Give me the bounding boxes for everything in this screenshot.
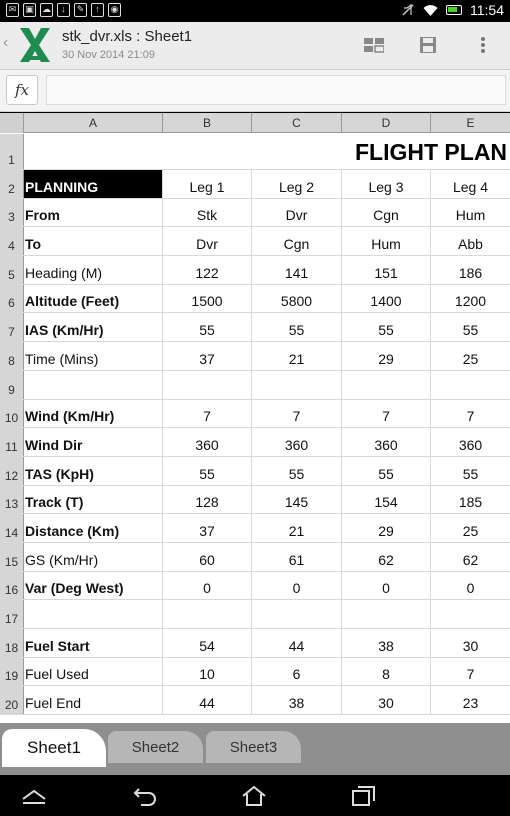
cell-e20[interactable]: 23: [462, 695, 479, 712]
row-header[interactable]: 9: [0, 371, 24, 399]
cell-c8[interactable]: 21: [252, 342, 342, 370]
sheet-title-cell[interactable]: FLIGHT PLAN: [355, 139, 508, 165]
table-row: [0, 600, 510, 629]
cell-b12[interactable]: 55: [163, 457, 252, 485]
cell-c2[interactable]: Leg 2: [252, 170, 342, 198]
save-icon: [419, 36, 437, 54]
cell-a4[interactable]: To: [24, 227, 163, 255]
cell-e9[interactable]: [431, 371, 510, 399]
row-header[interactable]: 8: [0, 342, 24, 370]
table-row: [0, 486, 510, 515]
cell-d10[interactable]: 7: [342, 400, 431, 428]
cell-c17[interactable]: [252, 600, 342, 628]
cell-c9[interactable]: [252, 371, 342, 399]
row-header[interactable]: 1: [0, 134, 24, 169]
table-row: [0, 686, 510, 715]
cell-c11[interactable]: 360: [252, 428, 342, 456]
save-button[interactable]: [415, 32, 441, 58]
cell-d8[interactable]: 29: [342, 342, 431, 370]
cell-a12[interactable]: TAS (KpH): [24, 457, 163, 485]
fx-icon: fx: [14, 81, 29, 99]
tab-sheet2[interactable]: Sheet2: [108, 731, 203, 763]
cell-d12[interactable]: 55: [342, 457, 431, 485]
cell-d3[interactable]: Cgn: [342, 199, 431, 227]
edit-icon: ✎: [74, 3, 87, 17]
cell-b8[interactable]: 37: [163, 342, 252, 370]
excel-logo-icon[interactable]: [18, 26, 52, 64]
view-mode-button[interactable]: [361, 32, 387, 58]
cell-d7[interactable]: 55: [342, 313, 431, 341]
cell-b6[interactable]: 1500: [163, 285, 252, 313]
table-row: [0, 514, 510, 543]
overflow-menu-button[interactable]: [470, 32, 496, 58]
row-header[interactable]: 10: [0, 400, 24, 428]
cell-c18[interactable]: 44: [252, 629, 342, 657]
column-header-c[interactable]: C: [252, 113, 342, 133]
cell-d13[interactable]: 154: [342, 486, 431, 514]
table-row: [0, 199, 510, 228]
table-row: [0, 572, 510, 601]
email-icon: ✉: [6, 3, 19, 17]
cell-d20[interactable]: 30: [342, 686, 431, 714]
cell-b20[interactable]: 44: [163, 686, 252, 714]
cell-c3[interactable]: Dvr: [252, 199, 342, 227]
cell-c6[interactable]: 5800: [252, 285, 342, 313]
cell-e10[interactable]: 7: [466, 408, 475, 425]
cell-c14[interactable]: 21: [252, 514, 342, 542]
row-header[interactable]: 5: [0, 256, 24, 284]
table-row: [0, 342, 510, 371]
notification-icons: [6, 3, 121, 17]
battery-icon: [446, 5, 462, 15]
row-header[interactable]: 2: [0, 170, 24, 198]
table-row: [0, 371, 510, 400]
back-icon: [133, 786, 159, 806]
cell-a8[interactable]: Time (Mins): [24, 342, 163, 370]
cell-b14[interactable]: 37: [163, 514, 252, 542]
table-row: [0, 629, 510, 658]
cell-e13[interactable]: 185: [458, 494, 483, 511]
cell-a20[interactable]: Fuel End: [24, 686, 163, 714]
cell-d9[interactable]: [342, 371, 431, 399]
cell-e4[interactable]: Abb: [458, 236, 483, 253]
cell-c10[interactable]: 7: [252, 400, 342, 428]
cell-b13[interactable]: 128: [163, 486, 252, 514]
select-all-corner[interactable]: [0, 113, 24, 133]
nav-recents-button[interactable]: [344, 781, 384, 811]
cell-d11[interactable]: 360: [342, 428, 431, 456]
cell-b15[interactable]: 60: [163, 543, 252, 571]
cell-a16[interactable]: Var (Deg West): [24, 572, 163, 600]
cell-e17[interactable]: [431, 600, 510, 628]
nav-back-button[interactable]: [126, 781, 166, 811]
cell-a14[interactable]: Distance (Km): [24, 514, 163, 542]
column-headers: [0, 113, 510, 133]
cell-c15[interactable]: 61: [252, 543, 342, 571]
column-header-e[interactable]: E: [466, 116, 475, 130]
cell-e15[interactable]: 62: [462, 551, 479, 568]
row-header[interactable]: 17: [0, 600, 24, 628]
tab-sheet3[interactable]: Sheet3: [206, 731, 301, 763]
cell-e12[interactable]: 55: [462, 465, 479, 482]
cell-e6[interactable]: 1200: [454, 293, 487, 310]
rows: [0, 134, 510, 715]
cell-b3[interactable]: Stk: [163, 199, 252, 227]
formula-input[interactable]: [46, 75, 506, 105]
cell-a7[interactable]: IAS (Km/Hr): [24, 313, 163, 341]
title-bar: [0, 22, 510, 70]
cell-c16[interactable]: 0: [252, 572, 342, 600]
row-header[interactable]: 13: [0, 486, 24, 514]
cell-a18[interactable]: Fuel Start: [24, 629, 163, 657]
navigation-bar: [0, 775, 510, 816]
cell-a5[interactable]: Heading (M): [24, 256, 163, 284]
table-row: [0, 134, 510, 170]
row-header[interactable]: 18: [0, 629, 24, 657]
row-header[interactable]: 3: [0, 199, 24, 227]
cell-b4[interactable]: Dvr: [163, 227, 252, 255]
row-header[interactable]: 4: [0, 227, 24, 255]
cloud-upload-icon: ☁: [40, 3, 53, 17]
function-button[interactable]: [6, 75, 38, 105]
cell-e16[interactable]: 0: [466, 580, 475, 597]
table-row: [0, 400, 510, 429]
cell-e5[interactable]: 186: [458, 264, 483, 281]
cell-e18[interactable]: 30: [462, 637, 479, 654]
cell-b16[interactable]: 0: [163, 572, 252, 600]
camera-icon: ◉: [108, 3, 121, 17]
download-icon: ↓: [57, 3, 70, 17]
chevron-up-icon: [21, 788, 47, 804]
row-header[interactable]: 11: [0, 428, 24, 456]
table-row: [0, 313, 510, 342]
cell-e2[interactable]: Leg 4: [452, 178, 489, 195]
cell-d17[interactable]: [342, 600, 431, 628]
cell-b11[interactable]: 360: [163, 428, 252, 456]
cell-b2[interactable]: Leg 1: [163, 170, 252, 198]
table-row: [0, 658, 510, 687]
cell-c13[interactable]: 145: [252, 486, 342, 514]
row-header[interactable]: 7: [0, 313, 24, 341]
tab-sheet1[interactable]: Sheet1: [2, 729, 106, 767]
mute-icon: [401, 3, 415, 17]
cell-b18[interactable]: 54: [163, 629, 252, 657]
cell-a3[interactable]: From: [24, 199, 163, 227]
row-header[interactable]: 6: [0, 285, 24, 313]
sheet-tab-bar: [0, 723, 510, 775]
cell-a9[interactable]: [24, 371, 163, 399]
cell-c20[interactable]: 38: [252, 686, 342, 714]
row-header[interactable]: 19: [0, 658, 24, 686]
column-header-d[interactable]: D: [342, 113, 431, 133]
recents-icon: [351, 785, 377, 807]
cell-e14[interactable]: 25: [462, 522, 479, 539]
grid-view-icon: [364, 37, 384, 53]
cell-b10[interactable]: 7: [163, 400, 252, 428]
cell-e8[interactable]: 25: [462, 350, 479, 367]
document-date: 30 Nov 2014 21:09: [62, 49, 155, 61]
cell-c7[interactable]: 55: [252, 313, 342, 341]
cell-d19[interactable]: 8: [342, 658, 431, 686]
document-title: stk_dvr.xls : Sheet1: [62, 28, 193, 45]
cell-a19[interactable]: Fuel Used: [24, 658, 163, 686]
cell-a13[interactable]: Track (T): [24, 486, 163, 514]
cell-c5[interactable]: 141: [252, 256, 342, 284]
cell-c19[interactable]: 6: [252, 658, 342, 686]
column-header-a[interactable]: A: [24, 113, 163, 133]
cell-c4[interactable]: Cgn: [252, 227, 342, 255]
cell-e19[interactable]: 7: [466, 666, 475, 683]
table-row: [0, 170, 510, 199]
cell-a10[interactable]: Wind (Km/Hr): [24, 400, 163, 428]
upload-icon: ↑: [91, 3, 104, 17]
cell-b7[interactable]: 55: [163, 313, 252, 341]
status-bar: [0, 0, 510, 22]
cell-d18[interactable]: 38: [342, 629, 431, 657]
more-vert-icon: [480, 36, 486, 54]
photo-icon: ▣: [23, 3, 36, 17]
cell-b5[interactable]: 122: [163, 256, 252, 284]
row-header[interactable]: 20: [0, 686, 24, 714]
home-icon: [241, 785, 267, 807]
cell-a15[interactable]: GS (Km/Hr): [24, 543, 163, 571]
row-header[interactable]: 16: [0, 572, 24, 600]
cell-d15[interactable]: 62: [342, 543, 431, 571]
cell-c12[interactable]: 55: [252, 457, 342, 485]
table-row: [0, 227, 510, 256]
nav-home-button[interactable]: [234, 781, 274, 811]
row-header[interactable]: 12: [0, 457, 24, 485]
cell-b9[interactable]: [163, 371, 252, 399]
cell-e3[interactable]: Hum: [455, 207, 486, 224]
formula-bar: [0, 70, 510, 112]
cell-b17[interactable]: [163, 600, 252, 628]
row-header[interactable]: 14: [0, 514, 24, 542]
clock: 11:54: [470, 2, 504, 18]
cell-e11[interactable]: 360: [458, 436, 483, 453]
table-row: [0, 285, 510, 314]
nav-up-button[interactable]: [14, 781, 54, 811]
cell-d5[interactable]: 151: [342, 256, 431, 284]
table-row: [0, 543, 510, 572]
cell-d2[interactable]: Leg 3: [342, 170, 431, 198]
table-row: [0, 428, 510, 457]
cell-b19[interactable]: 10: [163, 658, 252, 686]
row-header[interactable]: 15: [0, 543, 24, 571]
cell-a2[interactable]: PLANNING: [24, 170, 163, 198]
cell-a6[interactable]: Altitude (Feet): [24, 285, 163, 313]
cell-d16[interactable]: 0: [342, 572, 431, 600]
column-header-b[interactable]: B: [163, 113, 252, 133]
back-chevron-icon[interactable]: ‹: [3, 34, 9, 51]
cell-d6[interactable]: 1400: [342, 285, 431, 313]
cell-a17[interactable]: [24, 600, 163, 628]
wifi-icon: [423, 4, 438, 17]
cell-d4[interactable]: Hum: [342, 227, 431, 255]
cell-d14[interactable]: 29: [342, 514, 431, 542]
spreadsheet-grid[interactable]: [0, 113, 510, 723]
cell-e7[interactable]: 55: [462, 322, 479, 339]
table-row: [0, 457, 510, 486]
table-row: [0, 256, 510, 285]
cell-a11[interactable]: Wind Dir: [24, 428, 163, 456]
